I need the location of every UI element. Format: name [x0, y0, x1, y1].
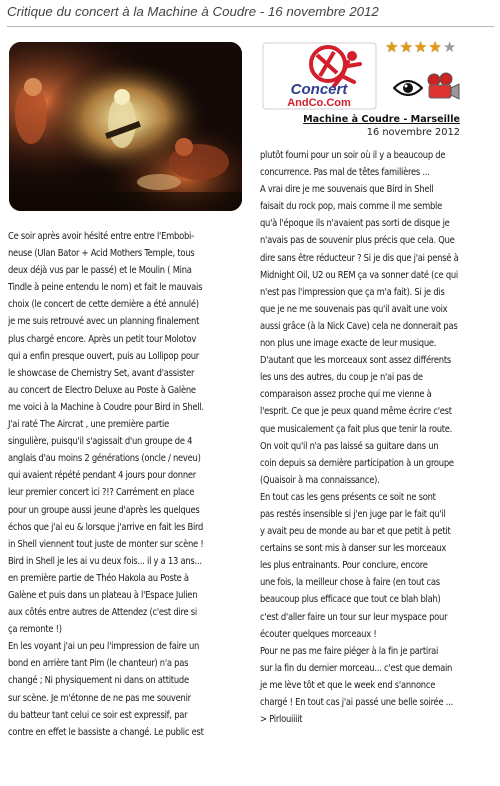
article-line: > Pirlouiiiit [260, 714, 303, 726]
logo-text-andco: AndCo.Com [287, 97, 351, 109]
article-line: concurrence. Pas mal de têtes familières ... [260, 167, 430, 179]
article-line: Midnight Oil, U2 ou REM ça va sonner daté (ce qui [260, 269, 459, 281]
article-line: On voit qu'il n'a pas laissé sa guitare dans un [260, 440, 439, 452]
title-divider [7, 26, 494, 27]
article-line: J'ai raté The Aircrat , une première partie [8, 419, 170, 431]
star-icon: ★ [385, 38, 399, 56]
article-line: échos que j'ai eu & lorsque j'arrive en fait les Bird [8, 521, 204, 533]
article-line: sur scène. Je m'étonne de ne pas me souvenir [8, 692, 191, 704]
article-line: au concert de Electro Deluxe au Poste à Galène [8, 384, 196, 396]
article-line: je me lève tôt et que le week end s'annonce [260, 679, 436, 691]
article-line: aux côtés entre autres de Attendez (c'est dire si [8, 607, 197, 619]
article-line: l'esprit. Ce que je peux quand même écrire c'est [260, 406, 452, 418]
article-line: qui avaient répété pendant 4 jours pour donner [8, 470, 196, 482]
article-line: les plus entrainants. Pour conclure, encore [260, 560, 428, 572]
video-camera-icon[interactable] [426, 72, 460, 102]
article-line: neuse (Ulan Bator + Acid Mothers Temple, tous [8, 248, 195, 260]
article-line: aussi grâce (à la Nick Cave) cela ne donnerait pas [260, 320, 458, 332]
article-line: Galène et puis dans un plateau à l'Espace Julien [8, 589, 198, 601]
article-line: anglais d'au moins 2 générations (oncle / neveu) [8, 453, 201, 465]
article-line: Pour ne pas me faire piéger à la fin je partirai [260, 645, 439, 657]
article-line: ça remonte !) [8, 624, 62, 636]
article-line: certains se sont mis à danser sur les morceaux [260, 543, 447, 555]
article-line: En les voyant j'ai un peu l'impression de faire un [8, 641, 200, 653]
article-line: beaucoup plus efficace que tout ce blah blah) [260, 594, 441, 606]
article-line: singulière, puisqu'il s'agissait d'un groupe de 4 [8, 436, 193, 448]
star-icon: ★ [442, 38, 457, 56]
article-line: coin depuis sa dernière participation à un groupe [260, 457, 454, 469]
logo-text-concert: Concert [290, 81, 348, 98]
article-line: Bird in Shell je les ai vu deux fois... il y a 13 ans... [8, 555, 202, 567]
article-line: écouter quelques morceaux ! [260, 628, 377, 640]
article-line: je me suis retrouvé avec un planning finalement [8, 316, 200, 328]
article-line: n'est pas l'impression que ça m'a fait). Si je dis [260, 286, 445, 298]
article-line: in Shell viennent tout juste de monter sur scène ! [8, 538, 204, 550]
article-line: choix (le concert de cette dernière a été annulé) [8, 299, 199, 311]
article-line: pas restés insensible si j'en juge par le fait qu'il [260, 508, 446, 520]
rating-stars [385, 40, 456, 55]
article-line: plutôt fourni pour un soir où il y a beaucoup de [260, 150, 446, 161]
article-right-column [260, 147, 498, 728]
article-line: deux déjà vus par le passé) et le Moulin ( Mina [8, 265, 192, 277]
article-line: me voici à la Machine à Coudre pour Bird in Shell. [8, 401, 204, 413]
article-line: changé ; Ni physiquement ni dans on attitude [8, 675, 189, 687]
article-line: dire sans être réducteur ? Si je dis que j'ai pensé à [260, 252, 459, 264]
article-line: A vrai dire je me souvenais que Bird in Shell [260, 184, 434, 196]
article-line: c'est d'aller faire un tour sur leur myspace pour [260, 611, 448, 623]
venue-link[interactable]: Machine à Coudre - Marseille [303, 114, 460, 125]
article-title: Critique du concert à la Machine à Coudre - 16 novembre 2012 [7, 4, 379, 19]
article-line: Tindle à peine entendu le nom) et fait le mauvais [8, 282, 203, 294]
article-line: les uns des autres, du coup je n'ai pas de [260, 372, 423, 384]
article-line: contre en effet le bassiste a changé. Le public est [8, 726, 204, 738]
article-line: comparaison assez proche qui me vienne à [260, 389, 432, 401]
review-date: 16 novembre 2012 [366, 127, 460, 138]
article-line: leur premier concert ici ?!? Carrément en place [8, 487, 195, 499]
article-left-column [8, 228, 248, 741]
article-line: faisait du rock pop, mais comme il me semble [260, 201, 443, 213]
article-line: D'autant que les morceaux sont assez différents [260, 355, 451, 367]
article-line: plus chargé encore. Après un petit tour Molotov [8, 333, 197, 345]
concert-photo [9, 42, 242, 211]
article-line: du batteur tant celui ce soir est expressif, par [8, 709, 188, 721]
article-line: n'avais pas de souvenir plus précis que cela. Que [260, 235, 455, 247]
article-line: (Quaisoir à ma connaissance). [260, 474, 380, 486]
article-line: une fois, la meilleur chose à faire (en tout cas [260, 577, 440, 589]
concertandco-logo[interactable] [262, 42, 377, 110]
star-icon: ★ [399, 38, 413, 56]
article-line: sur la fin du dernier morceau... c'est que demain [260, 662, 453, 674]
article-line: Ce soir après avoir hésité entre entre l'Embobi- [8, 231, 194, 242]
article-line: qui a enfin presque ouvert, puis au Lollipop pour [8, 350, 199, 362]
article-line: en première partie de Théo Hakola au Poste à [8, 572, 189, 584]
article-line: En tout cas les gens présents ce soit ne sont [260, 491, 436, 503]
article-line: chargé ! En tout cas j'ai passé une belle soirée ... [260, 697, 453, 708]
article-line: que je ne me souvenais pas qu'il avait une voix [260, 303, 448, 315]
star-icon: ★ [428, 38, 442, 56]
article-line: que musicalement ça fait plus que tenir la route. [260, 423, 453, 435]
article-line: bond en arrière tant Pim (le chanteur) n'a pas [8, 658, 189, 670]
article-line: y avait peu de monde au bar et que petit à petit [260, 526, 451, 538]
article-line: pour un groupe aussi jeune d'après les quelques [8, 504, 200, 516]
article-line: qu'à l'époque ils n'avaient pas sorti de disque je [260, 218, 450, 230]
star-icon: ★ [413, 38, 428, 56]
article-line: le showcase de Chemistry Set, avant d'assister [8, 367, 195, 379]
eye-icon[interactable] [393, 78, 423, 98]
article-line: non plus une image exacte de leur musique. [260, 338, 437, 350]
